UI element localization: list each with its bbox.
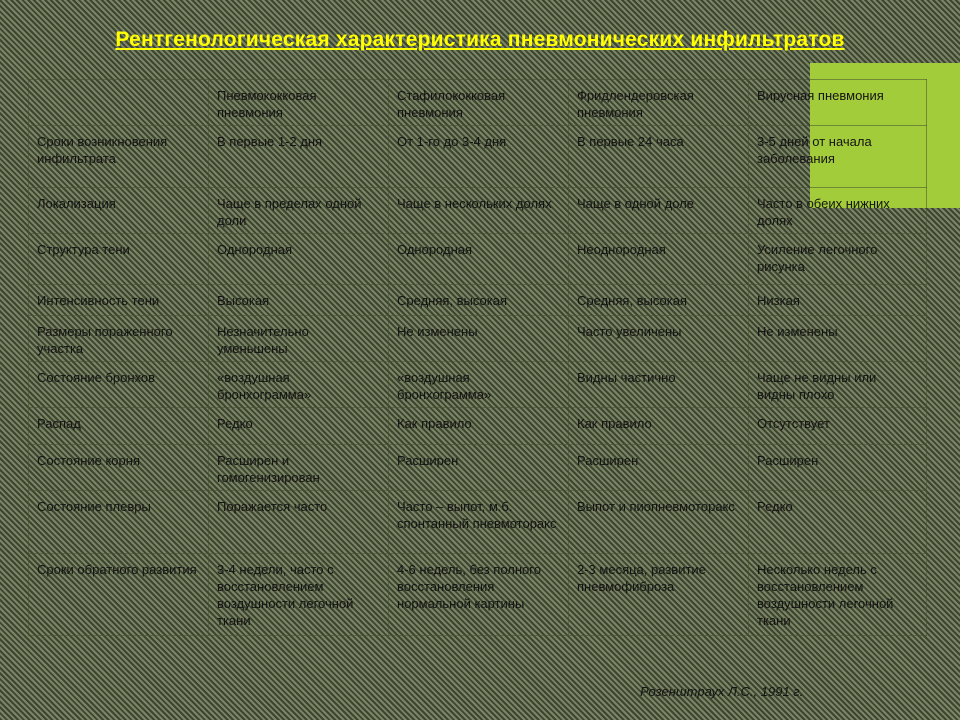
header-cell: Пневмококковая пневмония (209, 80, 389, 126)
row-label: Состояние плевры (29, 491, 209, 554)
table-cell: В первые 1-2 дня (209, 126, 389, 188)
row-label: Структура тени (29, 234, 209, 285)
table-cell: Часто – выпот, м.б. спонтанный пневмоторакс (389, 491, 569, 554)
source-citation: Розенштраух Л.С., 1991 г. (640, 684, 804, 699)
table-cell: Выпот и пиопневмоторакс (569, 491, 749, 554)
table-cell: Усиление легочного рисунка (749, 234, 927, 285)
comparison-table (28, 79, 927, 636)
table-cell: Расширен (389, 445, 569, 491)
table-row (29, 188, 927, 234)
table-cell: Редко (209, 408, 389, 445)
table-cell: Расширен (749, 445, 927, 491)
table-cell: Часто увеличены (569, 316, 749, 362)
table-cell: Средняя, высокая (569, 285, 749, 316)
table-cell: Однородная (389, 234, 569, 285)
table-cell: Незначительно уменьшены (209, 316, 389, 362)
table-cell: Не изменены (749, 316, 927, 362)
row-label: Распад (29, 408, 209, 445)
header-cell: Стафилококковая пневмония (389, 80, 569, 126)
table-cell: Расширен (569, 445, 749, 491)
table-cell: Видны частично (569, 362, 749, 408)
row-label: Локализация (29, 188, 209, 234)
table-row (29, 445, 927, 491)
row-label: Состояние бронхов (29, 362, 209, 408)
table-cell: Однородная (209, 234, 389, 285)
table-row (29, 285, 927, 316)
slide-title: Рентгенологическая характеристика пневмонических инфильтратов (115, 28, 845, 51)
table-cell: Чаще в одной доле (569, 188, 749, 234)
table-row (29, 362, 927, 408)
row-label: Размеры пораженного участка (29, 316, 209, 362)
table-row (29, 126, 927, 188)
row-label: Сроки возникновения инфильтрата (29, 126, 209, 188)
table-cell: Как правило (569, 408, 749, 445)
row-label: Состояние корня (29, 445, 209, 491)
table-cell: Как правило (389, 408, 569, 445)
table-cell: Чаще в пределах одной доли (209, 188, 389, 234)
table-cell: В первые 24 часа (569, 126, 749, 188)
table-cell: Отсутствует (749, 408, 927, 445)
table-row (29, 316, 927, 362)
row-label: Сроки обратного развития (29, 554, 209, 636)
table-cell: Чаще в нескольких долях (389, 188, 569, 234)
table-cell: 2-3 месяца, развитие пневмофиброза (569, 554, 749, 636)
table-row (29, 408, 927, 445)
table-cell: 3-5 дней от начала заболевания (749, 126, 927, 188)
table-cell: Низкая (749, 285, 927, 316)
row-label: Интенсивность тени (29, 285, 209, 316)
table-cell: Средняя, высокая (389, 285, 569, 316)
header-cell (29, 80, 209, 126)
table-cell: Расширен и гомогенизирован (209, 445, 389, 491)
header-cell: Вирусная пневмония (749, 80, 927, 126)
table-cell: Несколько недель с восстановлением воздушности легочной ткани (749, 554, 927, 636)
table-cell: От 1-го до 3-4 дня (389, 126, 569, 188)
table-cell: «воздушная бронхограмма» (209, 362, 389, 408)
table-cell: Редко (749, 491, 927, 554)
table-cell: Не изменены (389, 316, 569, 362)
table-cell: 3-4 недели, часто с восстановлением воздушности легочной ткани (209, 554, 389, 636)
table-row (29, 554, 927, 636)
table-cell: Поражается часто (209, 491, 389, 554)
table-header-row (29, 80, 927, 126)
header-cell: Фридлендеровская пневмония (569, 80, 749, 126)
table-cell: «воздушная бронхограмма» (389, 362, 569, 408)
table-cell: Неоднородная (569, 234, 749, 285)
table-row (29, 234, 927, 285)
table-row (29, 491, 927, 554)
table-cell: Часто в обеих нижних долях (749, 188, 927, 234)
table-cell: 4-6 недель, без полного восстановления нормальной картины (389, 554, 569, 636)
table-cell: Чаще не видны или видны плохо (749, 362, 927, 408)
table-cell: Высокая (209, 285, 389, 316)
